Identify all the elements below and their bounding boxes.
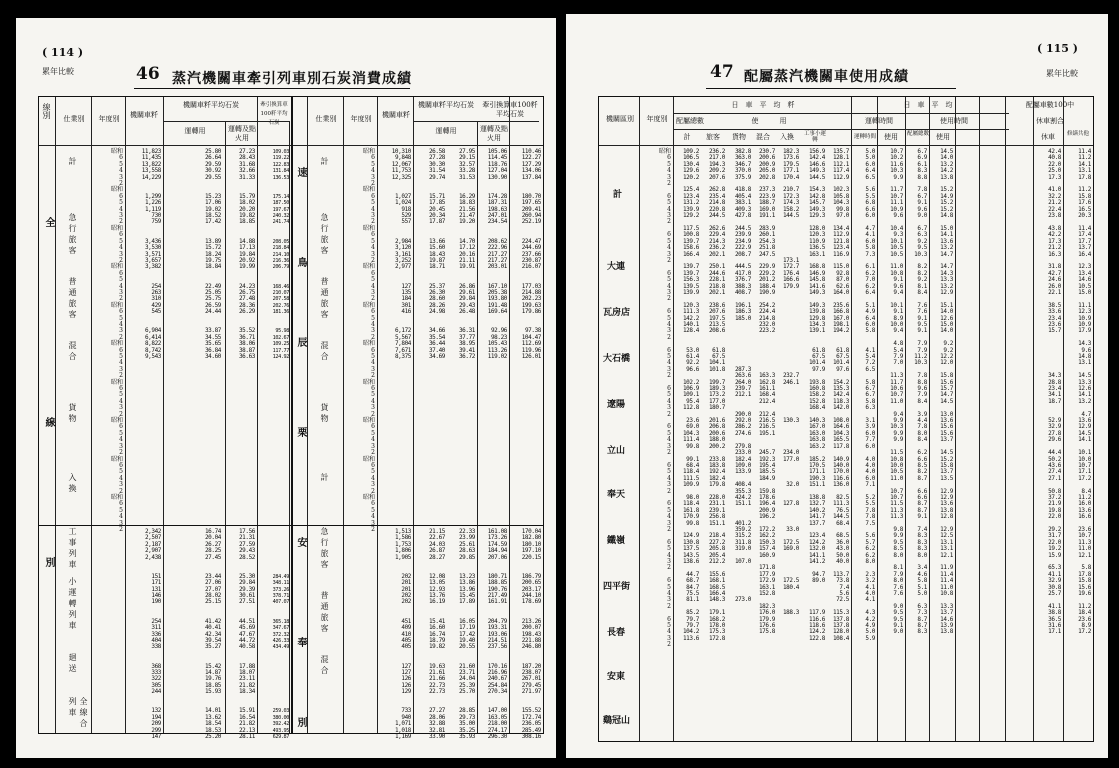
depot-label: 奉天: [607, 490, 626, 500]
row-label: 普通旅客: [320, 591, 329, 635]
header-run: 運轉用: [184, 127, 206, 135]
per-car-run-column: 26.58 27.28 30.30 31.54 29.74 15.71 17.85 20.45 20.34 17.87 13.66 15.60 18.43 19.87 18.71 25.37 26.30 28.60 28.26 24.98 34.66 35.54 36.44 37.40 34.69: [428, 148, 445, 360]
vrule: [413, 97, 414, 733]
car-km-column: 10,310 9,848 12,067 11,753 12,325 1,027 1,024 918 529 557 2,984 3,120 3,161 3,252 2,977 127 135 184 301 416 6,172 5,567 7,804 7,671 8,375: [391, 148, 411, 360]
col-shunting: 182.3 173.6 179.5 177.1 170.4 210.7 172.3 174.3 158.2 144.5 173.1 172.7 176.4 166.6 179.9 232.7 246.1 130.3 234.0 177.0 32.0 127.8 33.0 172.5 169.0 172.5 180.4 188.3: [782, 148, 799, 617]
table-title: 配屬蒸汽機關車使用成績: [744, 69, 909, 85]
row-label: 急行旅客: [320, 213, 329, 257]
vrule: [509, 97, 510, 733]
section-divider: [39, 525, 543, 526]
group-label: 辰: [295, 337, 306, 353]
header-inc: 運轉及點火用: [480, 125, 508, 142]
header-rest: 休車割合: [1036, 117, 1064, 125]
subheader: 貨物: [732, 133, 746, 141]
title-underline: [706, 88, 956, 89]
vrule: [377, 97, 378, 733]
vrule: [55, 97, 56, 733]
per-ton-run-column: 105.06 114.45 118.76 127.04 130.90 174.28 187.31 198.63 247.01 234.54 208.62 222.96 217.27 217.27 203.01 167.10 205.38 193.80 191.48 169.64 92.96 98.23 105.43 113.26 119.02: [487, 148, 507, 360]
header-year: 年度別: [646, 115, 668, 123]
header-per-ton: 牽引換算車100粁平均石炭: [482, 101, 538, 118]
vrule: [225, 121, 226, 733]
header-use-time: 使用時間: [940, 117, 968, 125]
col-use-time-total: 6.7 6.9 6.1 8.3 8.8 7.8 6.7 9.1 9.6 9.0 6.7 6.3 9.2 9.5 10.3 8.2 8.2 9.2 8.1 8.4 7.6 7.6 9.1 9.5 9.1 7.9 7.9 11.2 10.3 7.8 8.8 9.6 7.9 8.4 3.9 4.4 7.8 8.0 8.4 6.2 6.6 8.5 8.2 8.7 6.6 6.6 8.7 8.7 9.1 7.4 8.3 8.3 8.3 8.0 3.4 4.6 5.8 5.1 5.0 6.3 7.3 8.7 8.7 8.3: [914, 148, 927, 636]
depot-label: 大石橋: [603, 354, 631, 364]
group-label: 栗: [295, 427, 306, 443]
subheader: 入換: [780, 133, 794, 141]
table-number: 47: [710, 62, 734, 82]
row-label: 急行旅客: [320, 527, 329, 571]
row-label: 普通旅客: [320, 277, 329, 321]
depot-label: 四平街: [603, 582, 631, 592]
group-label: 全: [43, 217, 54, 233]
subheader: 工事小運轉: [803, 131, 826, 143]
vrule: [1005, 97, 1006, 741]
col-run-time-use: 10.7 10.2 11.6 10.3 9.9 11.7 10.7 11.1 10.9 9.6 10.4 9.3 10.1 10.5 10.5 11.0 10.8 9.1 9.6 9.4 10.1 9.1 8.9 10.0 9.4 4.8 5.4 7.9 7.0 11.3 11.7 10.6 10.7 11.0 9.4 9.9 10.3 9.9 9.9 11.5 10.8 10.0 10.5 11.0 10.7 10.7 11.5 11.3 11.3 9.8 9.9 9.5 8.5 8.0 8.1 7.9 8.0 7.6 7.6 9.0 9.5 9.5 9.1 9.0: [890, 148, 903, 636]
row-label: 貨物: [68, 403, 77, 425]
subheader: 使用: [884, 133, 898, 141]
depot-usage-table: [598, 96, 1094, 742]
vrule: [1063, 97, 1064, 741]
book-spine: [556, 0, 566, 768]
header-per-ton: 牽引換算車100粁平均石炭: [260, 102, 288, 126]
row-label: 急行旅客: [68, 213, 77, 257]
group-label: 安: [295, 537, 306, 553]
header-car-km: 機關車粁: [382, 111, 410, 119]
header-subdivider: [413, 121, 539, 122]
table-title: 蒸汽機關車牽引列車別石炭消費成績: [172, 71, 412, 87]
header-per-car: 機關車粁平均石炭: [183, 101, 239, 109]
per-car-inc-column-2: 22.33 23.99 25.61 28.63 29.85 13.23 13.86 13.96 15.45 17.89 16.05 17.19 17.42 19.40 20.55 21.60 23.71 24.04 25.39 25.70 28.85 29.73 35.00 35.25 35.93: [458, 528, 475, 740]
table-number: 46: [136, 64, 160, 84]
vrule: [91, 97, 92, 733]
subheader: 旅客: [706, 133, 720, 141]
col-mixed: 230.7 200.6 200.9 205.0 202.8 237.3 223.9 188.7 169.0 191.1 283.9 260.1 254.3 251.8 247.5 229.9 229.2 201.2 188.4 190.9 254.2 224.4 214.8 232.0 223.2 163.3 162.8 161.1 168.4 212.4 212.4 216.5 216.5 195.1 245.7 192.3 195.4 185.5 184.9 159.8 178.6 196.4 200.9 196.2 172.2 162.2 150.3 157.4 160.9 171.8 177.9 172.9 163.1 152.8 182.3 176.0 179.9 176.6 175.8: [758, 148, 775, 636]
vrule: [979, 97, 980, 741]
year-column: 昭和 6 5 4 3 2 昭和 6 5 4 3 2 昭和 6 5 4 3 2 昭和 6 5 4 3 2 昭和 6 5 4 3 2 昭和 6 5 4 3 2 昭和 6 5 4 3 2 昭和 6 5 4 3 2 昭和 6 5 4 3 2 昭和 6 5 4 3 2: [362, 148, 375, 533]
group-label: 別: [43, 557, 54, 573]
right-page: [566, 14, 1108, 758]
per-ton-inc-column: 110.46 122.27 127.29 134.06 137.84 180.70 197.65 209.41 260.94 252.19 224.47 244.69 237.66 230.87 216.07 177.03 214.88 202.23 199.63 179.86 97.38 104.47 112.69 119.96 126.01: [521, 148, 541, 360]
row-label: 全線合列車: [68, 697, 88, 730]
year-column: 昭和 6 5 4 3 2 6 5 4 3 2 6 5 4 3 2 6 5 4 3 2 6 5 4 3 2 6 5 4 3 2 6 5 4 3 2 6 5 4 3 2 6 5 4 3 2 6 5 4 3 2 6 5 4 3 2 6 5 4 3 2 6 5 4 3 2: [658, 148, 671, 649]
per-car-run-column-2: 21.15 22.67 24.03 26.87 28.27 12.08 13.05 12.93 13.76 16.19 15.41 16.60 16.74 18.79 19.82 19.63 21.61 21.66 22.73 22.73 27.27 28.06 32.88 32.81 33.90: [428, 528, 445, 740]
vrule: [929, 97, 930, 741]
vrule: [163, 97, 164, 733]
depot-label: 鷄冠山: [603, 716, 631, 726]
group-label: 鳥: [295, 257, 306, 273]
subheader: 修繕共他: [1066, 131, 1089, 137]
subheader: 配屬總數: [907, 131, 930, 137]
row-label: 計: [320, 157, 329, 168]
vrule: [1033, 97, 1034, 741]
subheader: 使用: [936, 133, 950, 141]
row-label: 計: [320, 473, 329, 484]
vrule: [639, 97, 640, 741]
vrule: [851, 97, 852, 741]
vrule: [955, 97, 956, 741]
header-daily-km: 日 車 平 均 粁: [731, 101, 795, 109]
page-number: ( 114 ): [42, 46, 84, 59]
vrule: [877, 97, 878, 741]
col-run-time-total: 5.0 5.0 6.0 6.4 6.5 5.6 5.5 6.8 6.6 6.0 4.7 4.1 6.0 5.8 7.3 6.1 6.2 7.0 6.2 6.4 5.1 4.9 6.4 6.0 5.8 4.1 5.4 7.2 6.5 5.8 6.7 6.7 5.8 6.3 3.1 3.9 6.0 7.7 6.0 4.0 4.0 4.0 6.0 7.1 5.2 5.5 7.8 7.8 7.5 5.6 5.7 6.2 6.2 8.0 2.3 3.2 4.1 4.0 4.1 4.3 4.2 4.9 5.0 5.9: [865, 148, 875, 642]
per-car-run-column: 25.80 26.64 29.59 30.92 29.55 15.23 17.06 19.02 18.52 17.42 13.89 15.72 18.24 19.75 18.84 22.49 25.05 25.75 26.59 24.44 33.87 34.55 35.65 36.84 34.60: [204, 148, 221, 360]
depot-label: 計: [613, 190, 623, 200]
subheader: 計: [683, 133, 691, 141]
depot-label: 瓦房店: [603, 308, 631, 318]
depot-label: 立山: [607, 446, 626, 456]
col-use-km: 135.7 128.1 112.1 117.4 112.9 102.3 105.8 104.3 99.8 97.0 134.4 112.9 121.8 123.4 116.9 115.0 92.8 87.0 62.6 164.0 235.6 166.8 167.0 198.1 194.2 61.8 67.5 101.4 97.6 154.2 135.3 142.4 118.3 142.0 108.0 164.6 104.3 165.5 117.8 140.9 140.0 170.0 116.6 136.0 82.5 111.3 76.5 144.5 68.4 68.5 36.0 43.0 50.0 40.0 113.7 73.8 7.4 5.6 72.5 115.3 137.8 137.8 128.0 108.4: [832, 148, 849, 642]
depot-label: 安東: [607, 672, 626, 682]
header-per100: 配屬車數100中: [1025, 101, 1075, 109]
header-type: 仕業別: [315, 115, 337, 123]
header-daily-time: 日 車 平 均: [903, 101, 953, 109]
row-label: 計: [68, 157, 77, 168]
group-label: 線: [43, 417, 54, 433]
per-car-run-column-2: 16.74 20.04 26.27 28.25 27.45 23.44 27.06 27.07 28.02 25.15 41.42 40.41 42.34 39.54 35.27 15.42 14.87 19.76 18.85 15.93 14.01 13.62 18.54 18.53 25.20: [204, 528, 221, 740]
corner-label: 累年比較: [42, 67, 74, 76]
vrule: [905, 97, 906, 741]
per-car-inc-column-2: 17.56 21.31 27.59 29.43 28.52 25.30 29.84 29.39 30.61 27.51 44.51 45.69 47.67 44.72 40.58 17.88 18.07 23.11 21.82 18.34 15.91 16.54 21.82 22.13 28.11: [238, 528, 255, 740]
depot-label: 大連: [607, 262, 626, 272]
header-year: 年度別: [98, 115, 120, 123]
subheader: 混合: [756, 133, 770, 141]
per-ton-run-column-2: 284.49 348.11 373.26 378.71 407.07 365.18 347.67 372.32 426.33 434.49 259.03 380.00 392.42 493.95 629.87: [272, 573, 289, 740]
row-label: 廻送: [68, 653, 77, 675]
per-ton-run-column-2: 161.08 173.26 174.59 184.94 207.06 180.71 188.85 190.76 217.49 161.91 204.79 193.31 193.06 214.51 237.56 170.16 216.96 240.67 254.84 270.34 147.00 163.05 218.00 274.17 296.30: [487, 528, 507, 740]
per-ton-inc-column-2: 170.04 182.80 180.10 197.10 220.15 186.79 200.65 203.17 244.10 178.69 213.26 200.07 198.43 221.88 246.80 187.20 238.07 267.01 279.45 271.97 155.52 172.74 236.05 285.49 308.16: [521, 528, 541, 740]
row-label: 小運轉列車: [68, 577, 77, 632]
vrule: [125, 97, 126, 733]
header-subdivider: [673, 129, 1009, 130]
subheader: 運轉時間: [853, 134, 876, 140]
header-year: 年度別: [350, 115, 372, 123]
col-repair: 11.4 11.2 14.1 13.1 17.8 11.2 15.8 17.6 16.5 20.3 11.4 17.4 17.7 13.7 16.4 12.3 13.4 14.6 10.5 15.0 11.1 12.3 10.9 10.9 17.9 14.3 9.6 14.8 13.1 14.5 13.3 12.6 14.1 13.2 4.7 13.6 12.9 14.5 14.1 10.1 10.0 10.7 17.1 17.2 8.4 11.2 16.0 13.6 16.6 23.6 10.7 11.3 11.0 12.1 5.8 17.8 15.8 15.6 19.6 11.2 18.4 23.6 8.9 17.2: [1078, 148, 1091, 636]
header-line: 線別: [42, 103, 51, 119]
header-type: 仕業別: [63, 115, 85, 123]
row-label: 工事列車: [68, 527, 77, 571]
per-car-inc-column: 27.23 28.43 31.68 32.66 31.33 15.79 18.02 20.20 19.82 18.85 14.88 17.13 19.84 20.92 19.99 24.23 26.75 27.48 28.36 26.29 35.52 36.71 38.06 38.87 36.63: [238, 148, 255, 360]
per-car-inc-column: 27.95 29.15 32.57 33.28 31.53 16.29 18.83 21.56 21.47 19.20 14.70 17.12 20.16 21.11 19.91 26.86 29.61 29.84 29.43 26.48 36.31 37.77 38.95 39.41 36.72: [458, 148, 475, 360]
corner-label: 累年比較: [1046, 69, 1078, 78]
row-label: 混合: [320, 341, 329, 363]
vrule: [673, 97, 674, 741]
header-depot: 機關區別: [606, 115, 634, 123]
car-km-column-2: 2,342 2,507 2,187 2,907 2,438 151 171 131 146 190 254 311 336 404 338 368 333 322 305 244 132 194 209 299 147: [144, 528, 161, 740]
col-works: 156.9 142.4 146.6 149.3 144.5 154.3 142.8 145.7 149.3 129.3 128.0 120.3 110.9 136.5 163.1 168.8 146.9 145.8 141.6 149.3 149.3 139.8 129.8 134.3 139.1 61.8 67.5 101.4 97.9 193.8 160.8 158.2 152.8 168.4 140.3 167.0 163.0 163.8 163.2 185.2 170.5 171.1 190.3 151.1 138.8 132.7 140.2 141.7 137.7 123.4 124.2 132.0 141.1 141.2 94.7 89.0 117.9 116.6 118.6 124.2 122.8: [808, 148, 825, 642]
depot-label: 遼陽: [607, 400, 626, 410]
vrule: [289, 121, 290, 733]
depot-label: 鐵嶺: [607, 536, 626, 546]
group-label: 奉: [295, 637, 306, 653]
col-total: 109.2 106.5 130.4 129.6 120.2 125.4 123.4 131.2 139.9 129.2 117.5 100.8 139.7 158.6 166.4 139.7 139.7 156.3 139.5 139.9 120.3 111.3 142.2 140.1 128.4 53.0 61.4 92.2 96.6 102.2 106.9 109.1 95.4 112.8 23.6 69.0 104.3 111.4 99.8 99.1 68.4 118.4 111.5 109.9 98.0 118.4 161.8 170.9 99.8 124.9 130.8 137.5 143.5 138.6 44.7 68.7 84.7 75.5 81.1 85.2 79.7 79.7 104.2 113.6: [682, 148, 699, 642]
header-run: 運轉用: [435, 127, 457, 135]
row-label: 普通旅客: [68, 277, 77, 321]
left-page: [16, 18, 556, 758]
vrule: [343, 97, 344, 733]
depot-label: 長春: [607, 628, 626, 638]
col-use-time-use: 14.5 14.0 13.2 14.2 13.8 15.2 14.9 15.2 15.2 14.8 15.0 14.1 13.6 13.2 14.7 14.7 14.3 13.3 13.2 12.9 15.1 14.0 12.6 15.0 14.0 9.2 9.2 12.2 12.0 15.8 15.6 15.7 14.7 14.5 13.0 13.6 15.6 15.6 13.7 14.5 15.2 15.8 13.7 13.5 12.9 12.9 13.6 13.8 12.8 12.9 12.5 13.1 13.1 12.1 11.9 11.4 11.4 11.0 10.8 13.3 13.7 14.6 13.9 13.8: [940, 148, 953, 636]
vrule: [477, 121, 478, 733]
header-per-car: 機關車粁平均石炭: [418, 101, 474, 109]
row-label: 入換: [68, 473, 77, 495]
page-number: ( 115 ): [1036, 42, 1078, 55]
row-label: 混合: [320, 655, 329, 677]
group-label: 速: [295, 167, 306, 183]
header-inc: 運轉及點火用: [228, 125, 256, 142]
subheader: 休車: [1041, 133, 1055, 141]
header-total: 配屬總數: [676, 117, 704, 125]
col-rest: 42.4 40.8 22.0 25.0 17.3 41.0 32.2 21.2 22.4 23.8 43.8 42.2 17.3 21.2 16.3 31.8 42.7 24.6 26.0 22.1 38.5 33.6 23.4 23.6 15.7 34.3 28.8 23.4 34.1 18.7 52.9 32.9 27.8 29.6 44.4 50.2 43.6 27.4 27.1 50.8 37.2 21.9 19.8 22.0 29.2 31.7 22.0 19.2 15.9 65.3 41.1 32.9 30.8 25.7 41.1 38.8 36.5 31.6 17.1: [1048, 148, 1061, 636]
header-use: 使 用: [751, 117, 787, 125]
title-underline: [134, 88, 410, 89]
year-column: 昭和 6 5 4 3 2 昭和 6 5 4 3 2 昭和 6 5 4 3 2 昭和 6 5 4 3 2 昭和 6 5 4 3 2 昭和 6 5 4 3 2 昭和 6 5 4 3 2 昭和 6 5 4 3 2 昭和 6 5 4 3 2 昭和 6 5 4 3 2: [110, 148, 123, 533]
header-subdivider: [673, 113, 1009, 114]
per-ton-run-column: 109.03 119.22 122.83 131.84 136.53 175.14 187.50 197.67 240.32 241.74 208.05 218.84 214.10 216.36 206.79 168.46 210.07 207.58 202.76 181.36 95.98 102.67 109.25 117.77 124.92: [272, 149, 289, 360]
car-km-column-2: 1,513 1,586 1,753 1,806 1,905 202 201 201 202 202 451 409 410 405 405 127 127 126 126 129 733 940 1,071 1,018 1,169: [394, 528, 411, 740]
row-label: 混合: [68, 341, 77, 363]
col-passenger: 236.2 217.0 194.3 209.2 207.6 262.8 235.4 214.8 220.8 244.5 262.6 229.4 214.3 236.2 202.1 250.1 244.6 228.1 218.8 202.1 238.6 207.6 197.5 213.5 208.6 61.8 67.5 104.1 101.8 199.7 189.3 173.2 177.0 180.7 201.6 206.8 200.6 188.0 200.2 233.8 183.8 192.4 182.4 179.8 228.0 231.1 239.1 256.8 151.1 218.4 227.2 205.8 205.4 212.2 155.6 168.1 168.5 166.4 148.3 179.1 168.2 178.0 175.3 172.8: [708, 148, 725, 642]
car-km-column: 11,823 11,435 13,822 13,558 14,229 1,299 1,226 1,119 730 759 3,436 3,530 3,571 3,657 3,382 254 263 310 429 545 6,904 6,414 8,822 8,742 9,543: [141, 148, 161, 360]
group-label: 別: [295, 717, 306, 733]
col-freight: 382.8 363.0 346.7 370.0 375.9 418.8 405.4 383.1 409.3 427.8 244.5 239.9 234.9 222.9 208.7 444.5 417.0 376.7 388.3 408.7 196.1 186.3 185.0 287.3 263.6 264.0 239.7 212.1 290.0 292.0 286.2 274.6 279.8 233.0 182.4 109.0 133.9 408.4 355.3 424.2 151.1 401.2 359.2 315.2 311.8 319.0 107.0 273.0: [734, 148, 751, 604]
row-label: 貨物: [320, 403, 329, 425]
header-car-km: 機關車粁: [130, 111, 158, 119]
header-run-time: 運轉時間: [865, 117, 893, 125]
coal-consumption-table: [38, 96, 544, 740]
